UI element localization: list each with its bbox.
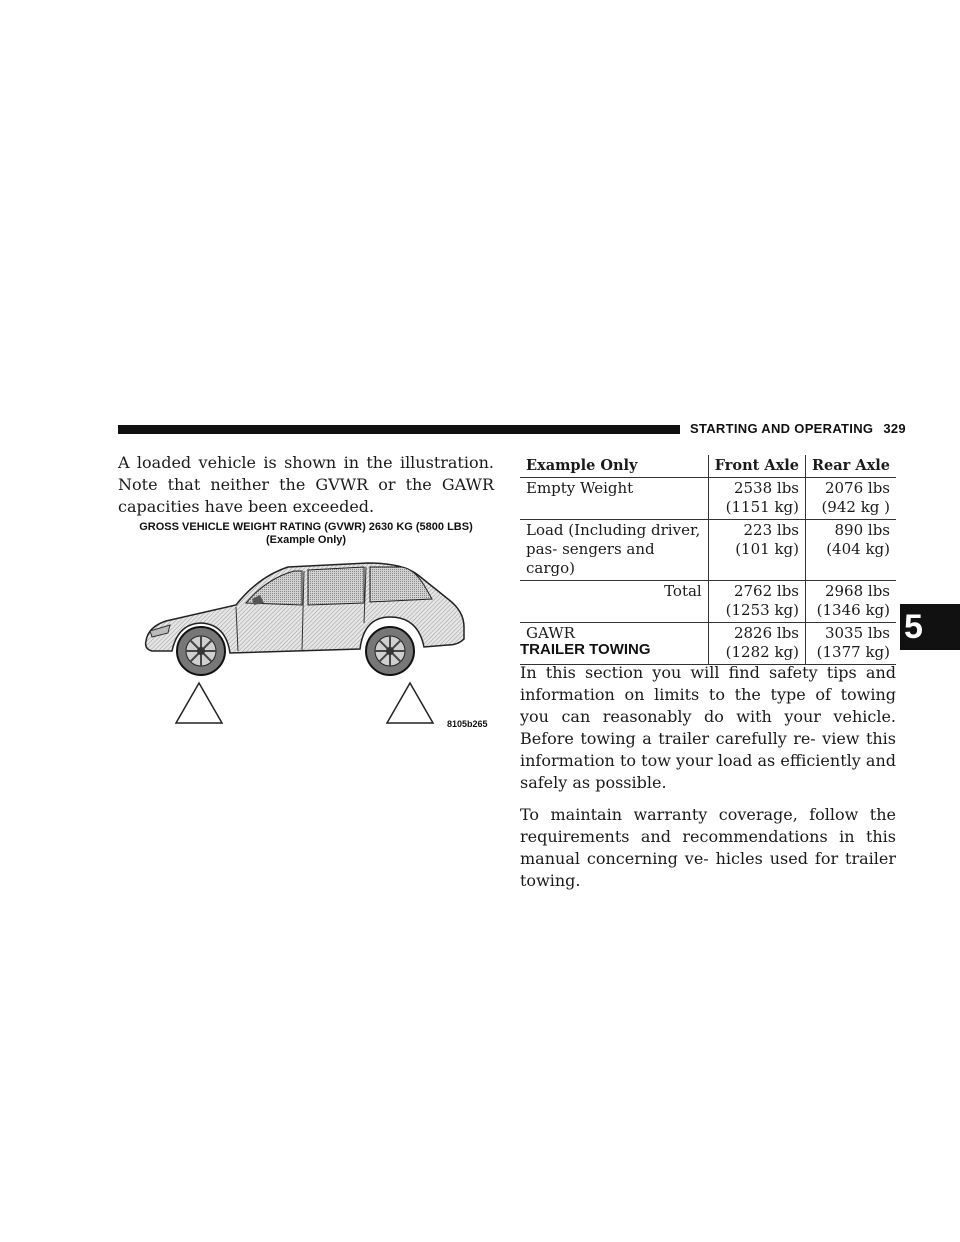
figure-code: 8105b265 xyxy=(447,719,488,729)
front-axle-scale xyxy=(176,683,222,723)
trailer-paragraph-1: In this section you will find safety tips and information on limits to the type of towing you can reasonably do with your vehicle. Before towing a trailer carefully re- view this information to tow your load as efficiently and safely as possible. xyxy=(520,663,896,792)
front-axle-cell: 2538 lbs (1151 kg) xyxy=(708,478,805,520)
rear-axle-scale xyxy=(387,683,433,723)
table-header-row xyxy=(520,455,896,478)
rear-wheel xyxy=(366,627,414,675)
front-axle-cell: 223 lbs (101 kg) xyxy=(708,520,805,581)
row-label: GAWR xyxy=(520,623,708,665)
header-rule xyxy=(118,425,680,434)
axle-weight-table xyxy=(520,455,896,665)
rear-axle-cell: 2076 lbs (942 kg ) xyxy=(806,478,897,520)
rear-window xyxy=(370,567,432,602)
loaded-vehicle-illustration xyxy=(118,555,494,745)
page-number: 329 xyxy=(883,421,906,436)
table-row xyxy=(520,478,896,520)
rear-axle-cell: 890 lbs (404 kg) xyxy=(806,520,897,581)
header-front-axle: Front Axle xyxy=(708,455,805,478)
rear-axle-cell: 2968 lbs (1346 kg) xyxy=(806,581,897,623)
rear-axle-cell: 3035 lbs (1377 kg) xyxy=(806,623,897,665)
section-title: STARTING AND OPERATING xyxy=(690,421,874,436)
figure-caption xyxy=(118,521,494,547)
middle-window xyxy=(308,567,364,605)
front-axle-cell: 2762 lbs (1253 kg) xyxy=(708,581,805,623)
front-axle-cell: 2826 lbs (1282 kg) xyxy=(708,623,805,665)
figure-caption-line2: (Example Only) xyxy=(265,534,347,546)
chapter-tab: 5 xyxy=(900,604,960,650)
row-label: Empty Weight xyxy=(520,478,708,520)
table-row xyxy=(520,520,896,581)
header-rear-axle: Rear Axle xyxy=(806,455,897,478)
figure-caption-line1: GROSS VEHICLE WEIGHT RATING (GVWR) 2630 KG (5800 LBS) xyxy=(139,521,473,533)
running-header xyxy=(690,421,906,436)
section-heading: TRAILER TOWING xyxy=(520,641,651,658)
left-column xyxy=(118,452,494,518)
header-example-only: Example Only xyxy=(520,455,708,478)
row-label: Total xyxy=(520,581,708,623)
row-label: Load (Including driver, pas- sengers and cargo) xyxy=(520,520,708,581)
trailer-paragraph-2: To maintain warranty coverage, follow the requirements and recommendations in this manual concerning ve- hicles used for trailer towing. xyxy=(520,805,896,890)
front-wheel xyxy=(177,627,225,675)
table-row xyxy=(520,581,896,623)
trailer-towing-text xyxy=(520,662,896,892)
intro-paragraph: A loaded vehicle is shown in the illustration. Note that neither the GVWR or the GAWR capacities have been exceeded. xyxy=(118,453,494,516)
